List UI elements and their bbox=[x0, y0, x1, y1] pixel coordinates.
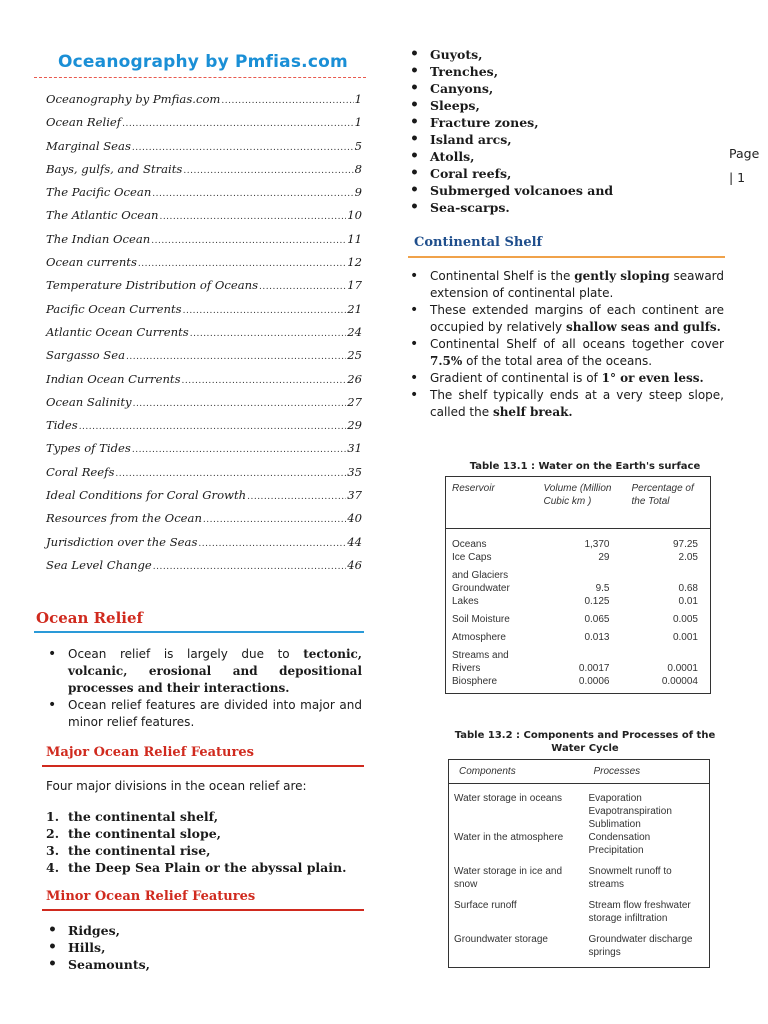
toc-entry bbox=[46, 208, 362, 231]
minor-features-rule bbox=[42, 909, 364, 911]
toc-entry-title: Ocean currents bbox=[46, 255, 137, 270]
toc-entry bbox=[46, 278, 362, 301]
major-divisions-list bbox=[46, 808, 346, 876]
list-item: • Island arcs, bbox=[406, 131, 706, 148]
toc-entry bbox=[46, 395, 362, 418]
toc-entry-page: 5 bbox=[354, 138, 362, 153]
toc-leader bbox=[221, 96, 353, 106]
table-cell: 0.68 bbox=[678, 583, 698, 594]
toc-entry-title: Types of Tides bbox=[46, 441, 131, 456]
table-cell: Biosphere bbox=[452, 676, 498, 687]
table-header: Percentage of the Total bbox=[626, 477, 711, 529]
document-title: Oceanography by Pmfias.com bbox=[58, 52, 348, 72]
list-item bbox=[46, 808, 346, 825]
list-item bbox=[46, 825, 346, 842]
list-number: 2. bbox=[46, 826, 60, 841]
toc-leader bbox=[183, 166, 353, 176]
table-cell: 2.05 bbox=[678, 552, 698, 563]
toc-leader bbox=[152, 189, 353, 199]
table-cell: 0.065 bbox=[584, 614, 610, 625]
table-cell: 29 bbox=[598, 552, 610, 563]
table-cell: Groundwater discharge springs bbox=[588, 934, 693, 958]
table-header: Volume (Million Cubic km ) bbox=[538, 477, 626, 529]
list-text: the continental slope, bbox=[68, 826, 221, 841]
toc-leader bbox=[247, 492, 346, 502]
table2-caption: Table 13.2 : Components and Processes of the Water Cycle bbox=[454, 730, 716, 754]
table-cell: Water in the atmosphere bbox=[454, 832, 564, 843]
table-cell: Stream flow freshwater storage infiltration bbox=[588, 900, 691, 924]
toc-leader bbox=[151, 236, 346, 246]
list-item: • Canyons, bbox=[406, 80, 706, 97]
list-item: • Submerged volcanoes and bbox=[406, 182, 706, 199]
table-cell: 97.25 bbox=[672, 539, 698, 550]
table-cell: 0.125 bbox=[584, 596, 610, 607]
table-cell: Ice Caps bbox=[452, 552, 492, 563]
toc-leader bbox=[122, 119, 354, 129]
table-row bbox=[449, 784, 710, 832]
toc-entry bbox=[46, 488, 362, 511]
major-features-rule bbox=[42, 765, 364, 767]
toc-entry bbox=[46, 185, 362, 208]
table-row bbox=[449, 865, 710, 899]
table-cell: Water storage in oceans bbox=[454, 793, 563, 804]
toc-entry bbox=[46, 465, 362, 488]
toc-entry-page: 17 bbox=[347, 278, 362, 293]
table-cell: 0.005 bbox=[672, 614, 698, 625]
ocean-relief-list bbox=[44, 646, 362, 731]
toc-entry-page: 44 bbox=[347, 534, 362, 549]
list-text: the Deep Sea Plain or the abyssal plain. bbox=[68, 860, 347, 875]
toc-entry bbox=[46, 558, 362, 581]
list-item: • Trenches, bbox=[406, 63, 706, 80]
list-item bbox=[46, 859, 346, 876]
table-row bbox=[446, 551, 711, 569]
toc-entry-title: Ocean Salinity bbox=[46, 394, 132, 409]
toc-entry bbox=[46, 255, 362, 278]
table-header: Processes bbox=[584, 760, 710, 784]
toc-entry-title: Pacific Ocean Currents bbox=[46, 301, 182, 316]
list-number: 4. bbox=[46, 860, 60, 875]
toc-entry-title: Marginal Seas bbox=[46, 138, 131, 153]
toc-entry-title: Resources from the Ocean bbox=[46, 511, 202, 526]
table-cell: Soil Moisture bbox=[452, 614, 510, 625]
toc-entry-title: Oceanography by Pmfias.com bbox=[46, 92, 221, 106]
table-header: Components bbox=[449, 760, 584, 784]
toc-entry-page: 25 bbox=[347, 348, 362, 363]
toc-entry-page: 37 bbox=[347, 488, 362, 503]
page-number: | 1 bbox=[729, 170, 746, 185]
toc-entry bbox=[46, 92, 362, 115]
list-item: • Sea-scarps. bbox=[406, 199, 706, 216]
toc-entry bbox=[46, 162, 362, 185]
table-cell: 0.013 bbox=[584, 632, 610, 643]
list-item: • Sleeps, bbox=[406, 97, 706, 114]
table-header: Reservoir bbox=[446, 477, 538, 529]
toc-entry-page: 35 bbox=[347, 464, 362, 479]
table-cell: Streams and Rivers bbox=[452, 650, 509, 674]
minor-features-list-left bbox=[44, 922, 344, 973]
table-row bbox=[446, 569, 711, 595]
minor-features-list-right bbox=[406, 46, 706, 216]
toc-leader bbox=[132, 143, 354, 153]
table-cell: and Glaciers Groundwater bbox=[452, 570, 510, 594]
list-item: • Atolls, bbox=[406, 148, 706, 165]
table1-caption: Table 13.1 : Water on the Earth's surface bbox=[469, 461, 701, 472]
toc-entry-page: 29 bbox=[347, 418, 362, 433]
toc-leader bbox=[183, 306, 347, 316]
toc-entry-page: 10 bbox=[347, 208, 362, 223]
toc-entry bbox=[46, 139, 362, 162]
table-cell: 0.0001 bbox=[667, 663, 698, 674]
toc-entry-title: Indian Ocean Currents bbox=[46, 371, 181, 386]
toc-entry bbox=[46, 441, 362, 464]
toc-entry-title: Tides bbox=[46, 418, 78, 433]
toc-entry-title: Temperature Distribution of Oceans bbox=[46, 278, 259, 293]
toc-leader bbox=[198, 539, 346, 549]
water-reservoir-table bbox=[445, 476, 711, 694]
toc-entry bbox=[46, 232, 362, 255]
table-cell: 0.00004 bbox=[661, 676, 698, 687]
table-row bbox=[446, 529, 711, 552]
toc-entry bbox=[46, 372, 362, 395]
toc-entry-page: 12 bbox=[347, 255, 362, 270]
table-cell: 9.5 bbox=[595, 583, 610, 594]
table-row bbox=[446, 649, 711, 675]
major-intro: Four major divisions in the ocean relief are: bbox=[46, 779, 307, 793]
table-cell: Lakes bbox=[452, 596, 479, 607]
toc-entry-page: 21 bbox=[347, 301, 362, 316]
table-row bbox=[449, 933, 710, 967]
toc-entry-page: 26 bbox=[347, 371, 362, 386]
continental-shelf-rule bbox=[408, 256, 725, 258]
table-row bbox=[446, 595, 711, 613]
table-cell: 0.0006 bbox=[578, 676, 610, 687]
list-item: • Seamounts, bbox=[44, 956, 344, 973]
continental-shelf-heading: Continental Shelf bbox=[414, 235, 543, 250]
list-item: • Guyots, bbox=[406, 46, 706, 63]
toc-leader bbox=[138, 259, 346, 269]
water-cycle-table bbox=[448, 759, 710, 968]
toc-entry-title: Ideal Conditions for Coral Growth bbox=[46, 488, 247, 503]
toc-entry-page: 24 bbox=[347, 324, 362, 339]
toc-entry bbox=[46, 325, 362, 348]
table-cell: Atmosphere bbox=[452, 632, 506, 643]
major-features-heading: Major Ocean Relief Features bbox=[46, 745, 254, 760]
list-item: • Ocean relief is largely due to tectonic, volcanic, erosional and depositional processes and their interactions. bbox=[44, 646, 362, 697]
toc-entry bbox=[46, 535, 362, 558]
table-cell: Surface runoff bbox=[454, 900, 517, 911]
page-label: Page bbox=[729, 146, 760, 161]
table-cell: Condensation Precipitation bbox=[588, 832, 651, 856]
toc-entry-title: Atlantic Ocean Currents bbox=[46, 324, 189, 339]
toc-entry-title: Coral Reefs bbox=[46, 464, 115, 479]
table-cell: Oceans bbox=[452, 539, 487, 550]
toc-leader bbox=[133, 399, 347, 409]
table-row bbox=[446, 631, 711, 649]
toc-entry-page: 11 bbox=[347, 231, 362, 246]
toc-entry-page: 8 bbox=[354, 161, 362, 176]
table-cell: 0.001 bbox=[672, 632, 698, 643]
toc-entry-page: 46 bbox=[347, 557, 362, 572]
toc-entry-title: Jurisdiction over the Seas bbox=[46, 534, 198, 549]
toc-leader bbox=[153, 562, 346, 572]
minor-features-heading: Minor Ocean Relief Features bbox=[46, 889, 256, 904]
table-cell: 1,370 bbox=[584, 539, 610, 550]
toc-leader bbox=[182, 376, 347, 386]
toc-entry bbox=[46, 348, 362, 371]
ocean-relief-rule bbox=[34, 631, 364, 633]
table-cell: 0.01 bbox=[678, 596, 698, 607]
toc-entry-page: 1 bbox=[354, 92, 362, 106]
table-cell: 0.0017 bbox=[578, 663, 610, 674]
table-cell: Evaporation Evapotranspiration Sublimation bbox=[588, 793, 672, 830]
list-text: the continental shelf, bbox=[68, 809, 219, 824]
table-row bbox=[446, 675, 711, 693]
toc-leader bbox=[126, 352, 346, 362]
table-row bbox=[449, 899, 710, 933]
table-cell: Groundwater storage bbox=[454, 934, 548, 945]
list-item: • Continental Shelf of all oceans together cover 7.5% of the total area of the oceans. bbox=[406, 336, 724, 370]
toc-entry-title: Sargasso Sea bbox=[46, 348, 126, 363]
toc-leader bbox=[159, 212, 346, 222]
toc-leader bbox=[190, 329, 346, 339]
toc-leader bbox=[259, 282, 346, 292]
toc-entry bbox=[46, 302, 362, 325]
toc-entry-title: The Indian Ocean bbox=[46, 231, 151, 246]
ocean-relief-heading: Ocean Relief bbox=[36, 609, 143, 627]
title-divider bbox=[34, 77, 366, 78]
toc-entry-page: 31 bbox=[347, 441, 362, 456]
list-item: • Fracture zones, bbox=[406, 114, 706, 131]
list-number: 3. bbox=[46, 843, 60, 858]
toc-entry bbox=[46, 418, 362, 441]
table-row bbox=[446, 613, 711, 631]
table-cell: Water storage in ice and snow bbox=[454, 866, 563, 890]
toc-leader bbox=[115, 469, 346, 479]
list-item: • Coral reefs, bbox=[406, 165, 706, 182]
toc-entry-title: Bays, gulfs, and Straits bbox=[46, 161, 183, 176]
toc-entry-title: Ocean Relief bbox=[46, 115, 122, 130]
toc-leader bbox=[203, 515, 346, 525]
table-row bbox=[449, 831, 710, 865]
toc-entry-page: 1 bbox=[354, 115, 362, 130]
toc-entry-page: 40 bbox=[347, 511, 362, 526]
list-item: • Ocean relief features are divided into major and minor relief features. bbox=[44, 697, 362, 731]
toc-entry-title: The Atlantic Ocean bbox=[46, 208, 159, 223]
toc-entry-title: The Pacific Ocean bbox=[46, 185, 152, 200]
list-item: • The shelf typically ends at a very steep slope, called the shelf break. bbox=[406, 387, 724, 421]
toc-entry-title: Sea Level Change bbox=[46, 557, 152, 572]
toc-entry-page: 9 bbox=[354, 185, 362, 200]
list-number: 1. bbox=[46, 809, 60, 824]
table-cell: Snowmelt runoff to streams bbox=[588, 866, 672, 890]
list-item: • Hills, bbox=[44, 939, 344, 956]
list-item: • Ridges, bbox=[44, 922, 344, 939]
list-text: the continental rise, bbox=[68, 843, 211, 858]
toc-entry-page: 27 bbox=[347, 394, 362, 409]
list-item: • Gradient of continental is of 1° or even less. bbox=[406, 370, 724, 387]
toc-entry bbox=[46, 115, 362, 138]
toc-leader bbox=[132, 445, 346, 455]
list-item bbox=[46, 842, 346, 859]
table-of-contents bbox=[46, 92, 362, 581]
toc-entry bbox=[46, 511, 362, 534]
list-item: • These extended margins of each continent are occupied by relatively shallow seas and gulfs. bbox=[406, 302, 724, 336]
list-item: • Continental Shelf is the gently sloping seaward extension of continental plate. bbox=[406, 268, 724, 302]
continental-shelf-list bbox=[406, 268, 724, 421]
toc-leader bbox=[79, 422, 347, 432]
